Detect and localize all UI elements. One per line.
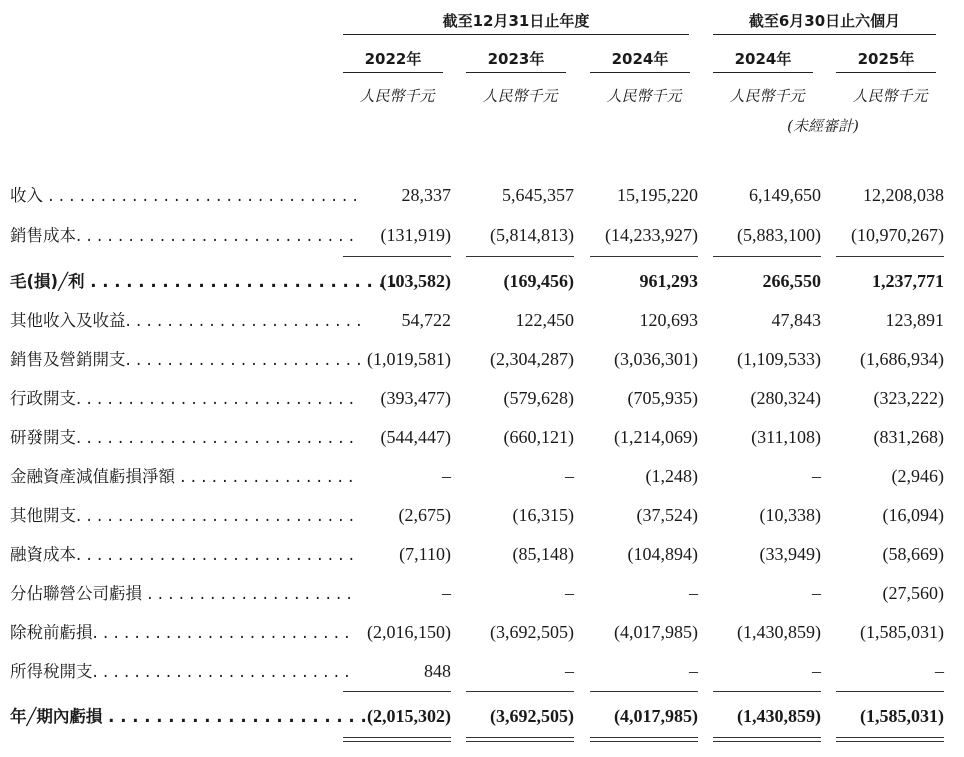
subtotal-rule: [713, 256, 821, 257]
table-row: [0, 301, 964, 340]
row-label: 收入 . . . . . . . . . . . . . . . . . . . . . . . . . . . . . .: [10, 186, 358, 205]
column-header-2024: 2024年: [590, 46, 690, 73]
cell-value: (104,894): [627, 544, 698, 564]
cell-value: (1,585,031): [860, 622, 944, 642]
unit-label: 人民幣千元: [482, 87, 558, 105]
cell-value: 1,237,771: [872, 271, 944, 291]
cell-value: (37,524): [636, 505, 698, 525]
row-label: 銷售成本. . . . . . . . . . . . . . . . . . . . . . . . . . .: [10, 226, 354, 245]
total-double-rule: [713, 737, 821, 742]
cell-value: (280,324): [750, 388, 821, 408]
cell-value: (10,338): [759, 505, 821, 525]
table-row: [0, 216, 964, 255]
subtotal-rule: [590, 691, 698, 692]
unit-label: 人民幣千元: [606, 87, 682, 105]
cell-value: (16,094): [882, 505, 944, 525]
cell-value: (1,214,069): [614, 427, 698, 447]
cell-value: 12,208,038: [863, 185, 944, 205]
cell-value: (1,248): [645, 466, 698, 486]
cell-value: (14,233,927): [605, 225, 698, 245]
cell-value: –: [442, 583, 451, 603]
row-label: 分佔聯營公司虧損 . . . . . . . . . . . . . . . . . . . .: [10, 584, 352, 603]
subtotal-rule: [343, 691, 451, 692]
cell-value: –: [689, 583, 698, 603]
cell-value: (1,430,859): [737, 706, 821, 726]
column-header-2025-h1: 2025年: [836, 46, 936, 73]
row-label: 毛(損)╱利 . . . . . . . . . . . . . . . . . . . . . . . . . .: [10, 272, 397, 291]
table-row: [0, 379, 964, 418]
cell-value: –: [565, 583, 574, 603]
cell-value: 47,843: [771, 310, 821, 330]
cell-value: (1,430,859): [737, 622, 821, 642]
cell-value: (2,675): [398, 505, 451, 525]
row-label: 其他開支. . . . . . . . . . . . . . . . . . . . . . . . . . .: [10, 506, 354, 525]
cell-value: (58,669): [882, 544, 944, 564]
total-double-rule: [590, 737, 698, 742]
cell-value: (2,015,302): [367, 706, 451, 726]
total-double-rule: [466, 737, 574, 742]
cell-value: 848: [424, 661, 451, 681]
cell-value: –: [442, 466, 451, 486]
subtotal-rule: [466, 691, 574, 692]
subtotal-rule: [836, 256, 944, 257]
cell-value: (2,946): [891, 466, 944, 486]
cell-value: (103,582): [380, 271, 451, 291]
cell-value: (544,447): [380, 427, 451, 447]
cell-value: 961,293: [639, 271, 698, 291]
table-row: [0, 340, 964, 379]
cell-value: (5,814,813): [490, 225, 574, 245]
table-row: [0, 418, 964, 457]
cell-value: (3,692,505): [490, 706, 574, 726]
column-header-2023: 2023年: [466, 46, 566, 73]
cell-value: (7,110): [399, 544, 451, 564]
cell-value: (27,560): [882, 583, 944, 603]
cell-value: (3,692,505): [490, 622, 574, 642]
cell-value: (1,686,934): [860, 349, 944, 369]
table-row: [0, 176, 964, 215]
row-label: 金融資產減值虧損淨額 . . . . . . . . . . . . . . . . .: [10, 467, 354, 486]
total-double-rule: [343, 737, 451, 742]
cell-value: (131,919): [380, 225, 451, 245]
table-row: [0, 574, 964, 613]
group-header-years: 截至12月31日止年度: [343, 8, 689, 35]
table-row: [0, 535, 964, 574]
table-row: [0, 496, 964, 535]
row-label: 銷售及營銷開支. . . . . . . . . . . . . . . . . . . . . . .: [10, 350, 362, 369]
cell-value: (831,268): [873, 427, 944, 447]
unit-label: 人民幣千元: [852, 87, 928, 105]
row-label: 融資成本. . . . . . . . . . . . . . . . . . . . . . . . . . .: [10, 545, 354, 564]
cell-value: 15,195,220: [617, 185, 698, 205]
cell-value: (579,628): [503, 388, 574, 408]
table-row: [0, 613, 964, 652]
cell-value: (10,970,267): [851, 225, 944, 245]
cell-value: –: [935, 661, 944, 681]
row-label: 研發開支. . . . . . . . . . . . . . . . . . . . . . . . . . .: [10, 428, 354, 447]
cell-value: (16,315): [512, 505, 574, 525]
cell-value: –: [689, 661, 698, 681]
cell-value: (1,109,533): [737, 349, 821, 369]
cell-value: (393,477): [380, 388, 451, 408]
cell-value: (169,456): [503, 271, 574, 291]
row-label: 除稅前虧損. . . . . . . . . . . . . . . . . . . . . . . . .: [10, 623, 350, 642]
table-row: [0, 262, 964, 301]
cell-value: (705,935): [627, 388, 698, 408]
cell-value: 266,550: [762, 271, 821, 291]
cell-value: (5,883,100): [737, 225, 821, 245]
cell-value: (2,016,150): [367, 622, 451, 642]
cell-value: 28,337: [401, 185, 451, 205]
column-header-2022: 2022年: [343, 46, 443, 73]
subtotal-rule: [466, 256, 574, 257]
cell-value: 120,693: [639, 310, 698, 330]
subtotal-rule: [713, 691, 821, 692]
cell-value: (2,304,287): [490, 349, 574, 369]
cell-value: –: [565, 661, 574, 681]
cell-value: –: [812, 661, 821, 681]
cell-value: 122,450: [515, 310, 574, 330]
cell-value: (33,949): [759, 544, 821, 564]
cell-value: (323,222): [873, 388, 944, 408]
table-row-total: [0, 697, 964, 736]
cell-value: (660,121): [503, 427, 574, 447]
subtotal-rule: [590, 256, 698, 257]
cell-value: (85,148): [512, 544, 574, 564]
cell-value: (3,036,301): [614, 349, 698, 369]
cell-value: (1,019,581): [367, 349, 451, 369]
cell-value: 5,645,357: [502, 185, 574, 205]
subtotal-rule: [343, 256, 451, 257]
column-header-2024-h1: 2024年: [713, 46, 813, 73]
table-row: [0, 457, 964, 496]
row-label: 年╱期內虧損 . . . . . . . . . . . . . . . . . . . . . . .: [10, 707, 379, 726]
cell-value: (4,017,985): [614, 706, 698, 726]
cell-value: 6,149,650: [749, 185, 821, 205]
cell-value: –: [812, 466, 821, 486]
row-label: 所得稅開支. . . . . . . . . . . . . . . . . . . . . . . . .: [10, 662, 350, 681]
table-row: [0, 652, 964, 691]
cell-value: (1,585,031): [860, 706, 944, 726]
total-double-rule: [836, 737, 944, 742]
cell-value: (4,017,985): [614, 622, 698, 642]
row-label: 行政開支. . . . . . . . . . . . . . . . . . . . . . . . . . .: [10, 389, 354, 408]
subtotal-rule: [836, 691, 944, 692]
unit-label: 人民幣千元: [359, 87, 435, 105]
cell-value: –: [812, 583, 821, 603]
cell-value: 54,722: [401, 310, 451, 330]
cell-value: 123,891: [885, 310, 944, 330]
cell-value: (311,108): [751, 427, 821, 447]
row-label: 其他收入及收益. . . . . . . . . . . . . . . . . . . . . . .: [10, 311, 362, 330]
unaudited-note: (未經審計): [787, 117, 859, 135]
cell-value: –: [565, 466, 574, 486]
group-header-halfyear: 截至6月30日止六個月: [713, 8, 936, 35]
unit-label: 人民幣千元: [729, 87, 805, 105]
